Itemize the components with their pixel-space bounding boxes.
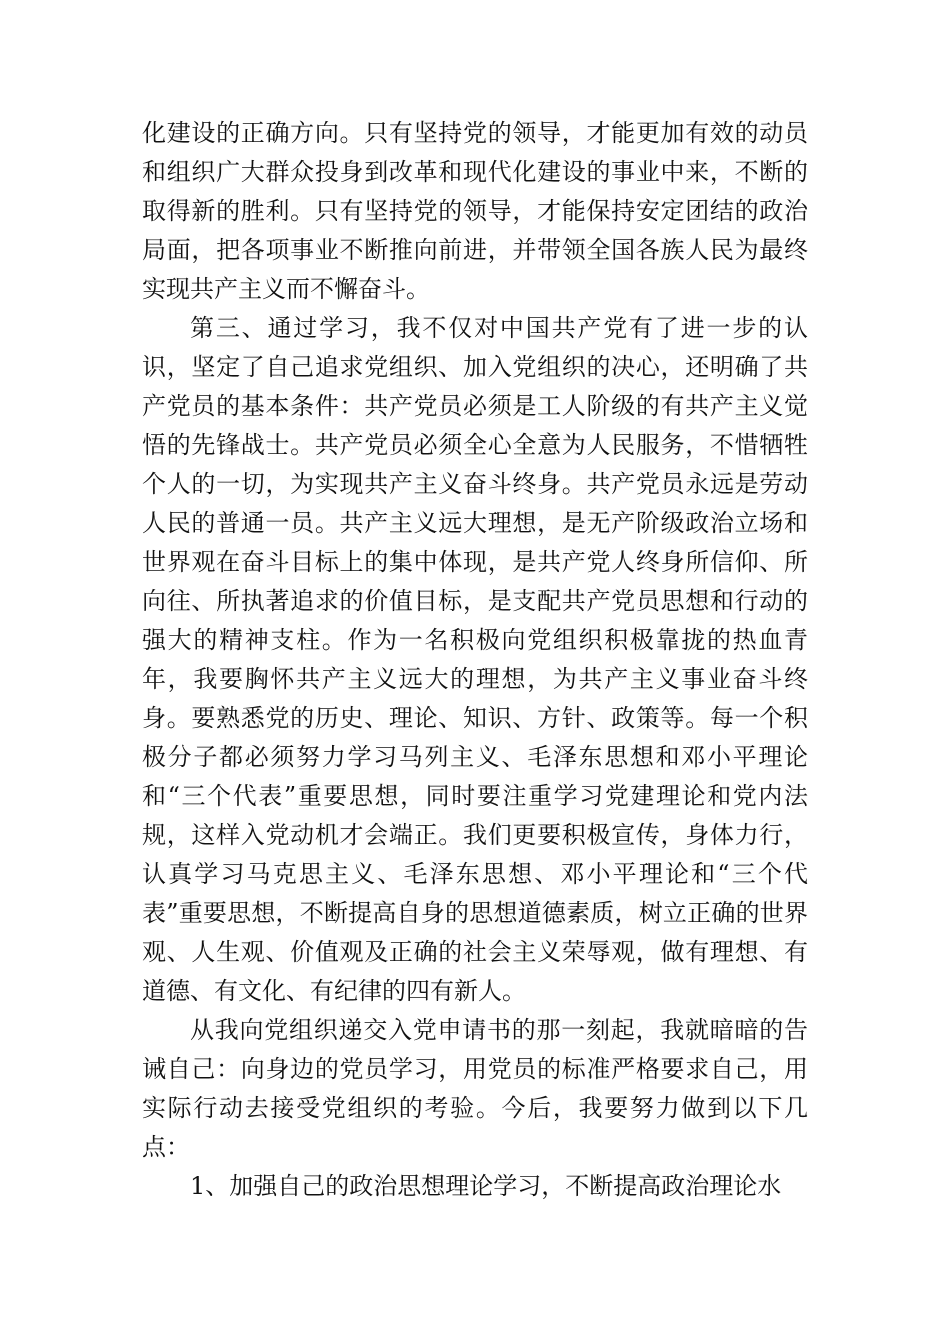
- paragraph-since-application: 从我向党组织递交入党申请书的那一刻起，我就暗暗的告诫自己：向身边的党员学习，用党员的标准严格要求自己，用实际行动去接受党组织的考验。今后，我要努力做到以下几点：: [142, 1016, 808, 1161]
- paragraph-third-point: 第三、通过学习，我不仅对中国共产党有了进一步的认识，坚定了自己追求党组织、加入党组织的决心，还明确了共产党员的基本条件：共产党员必须是工人阶级的有共产主义觉悟的先锋战士。共产党员必须全心全意为人民服务，不惜牺牲个人的一切，为实现共产主义奋斗终身。共产党员永远是劳动人民的普通一员。共产主义远大理想，是无产阶级政治立场和世界观在奋斗目标上的集中体现，是共产党人终身所信仰、所向往、所执著追求的价值目标，是支配共产党员思想和行动的强大的精神支柱。作为一名积极向党组织积极靠拢的热血青年，我要胸怀共产主义远大的理想，为共产主义事业奋斗终身。要熟悉党的历史、理论、知识、方针、政策等。每一个积极分子都必须努力学习马列主义、毛泽东思想和邓小平理论和“三个代表”重要思想，同时要注重学习党建理论和党内法规，这样入党动机才会端正。我们更要积极宣传，身体力行，认真学习马克思主义、毛泽东思想、邓小平理论和“三个代表”重要思想，不断提高自身的思想道德素质，树立正确的世界观、人生观、价值观及正确的社会主义荣辱观，做有理想、有道德、有文化、有纪律的四有新人。: [142, 314, 808, 1005]
- paragraph-item-1: 1、加强自己的政治思想理论学习，不断提高政治理论水: [190, 1172, 782, 1200]
- paragraph-continuation: 化建设的正确方向。只有坚持党的领导，才能更加有效的动员和组织广大群众投身到改革和现代化建设的事业中来，不断的取得新的胜利。只有坚持党的领导，才能保持安定团结的政治局面，把各项事业不断推向前进，并带领全国各族人民为最终实现共产主义而不懈奋斗。: [142, 119, 808, 303]
- document-page: [142, 114, 808, 1206]
